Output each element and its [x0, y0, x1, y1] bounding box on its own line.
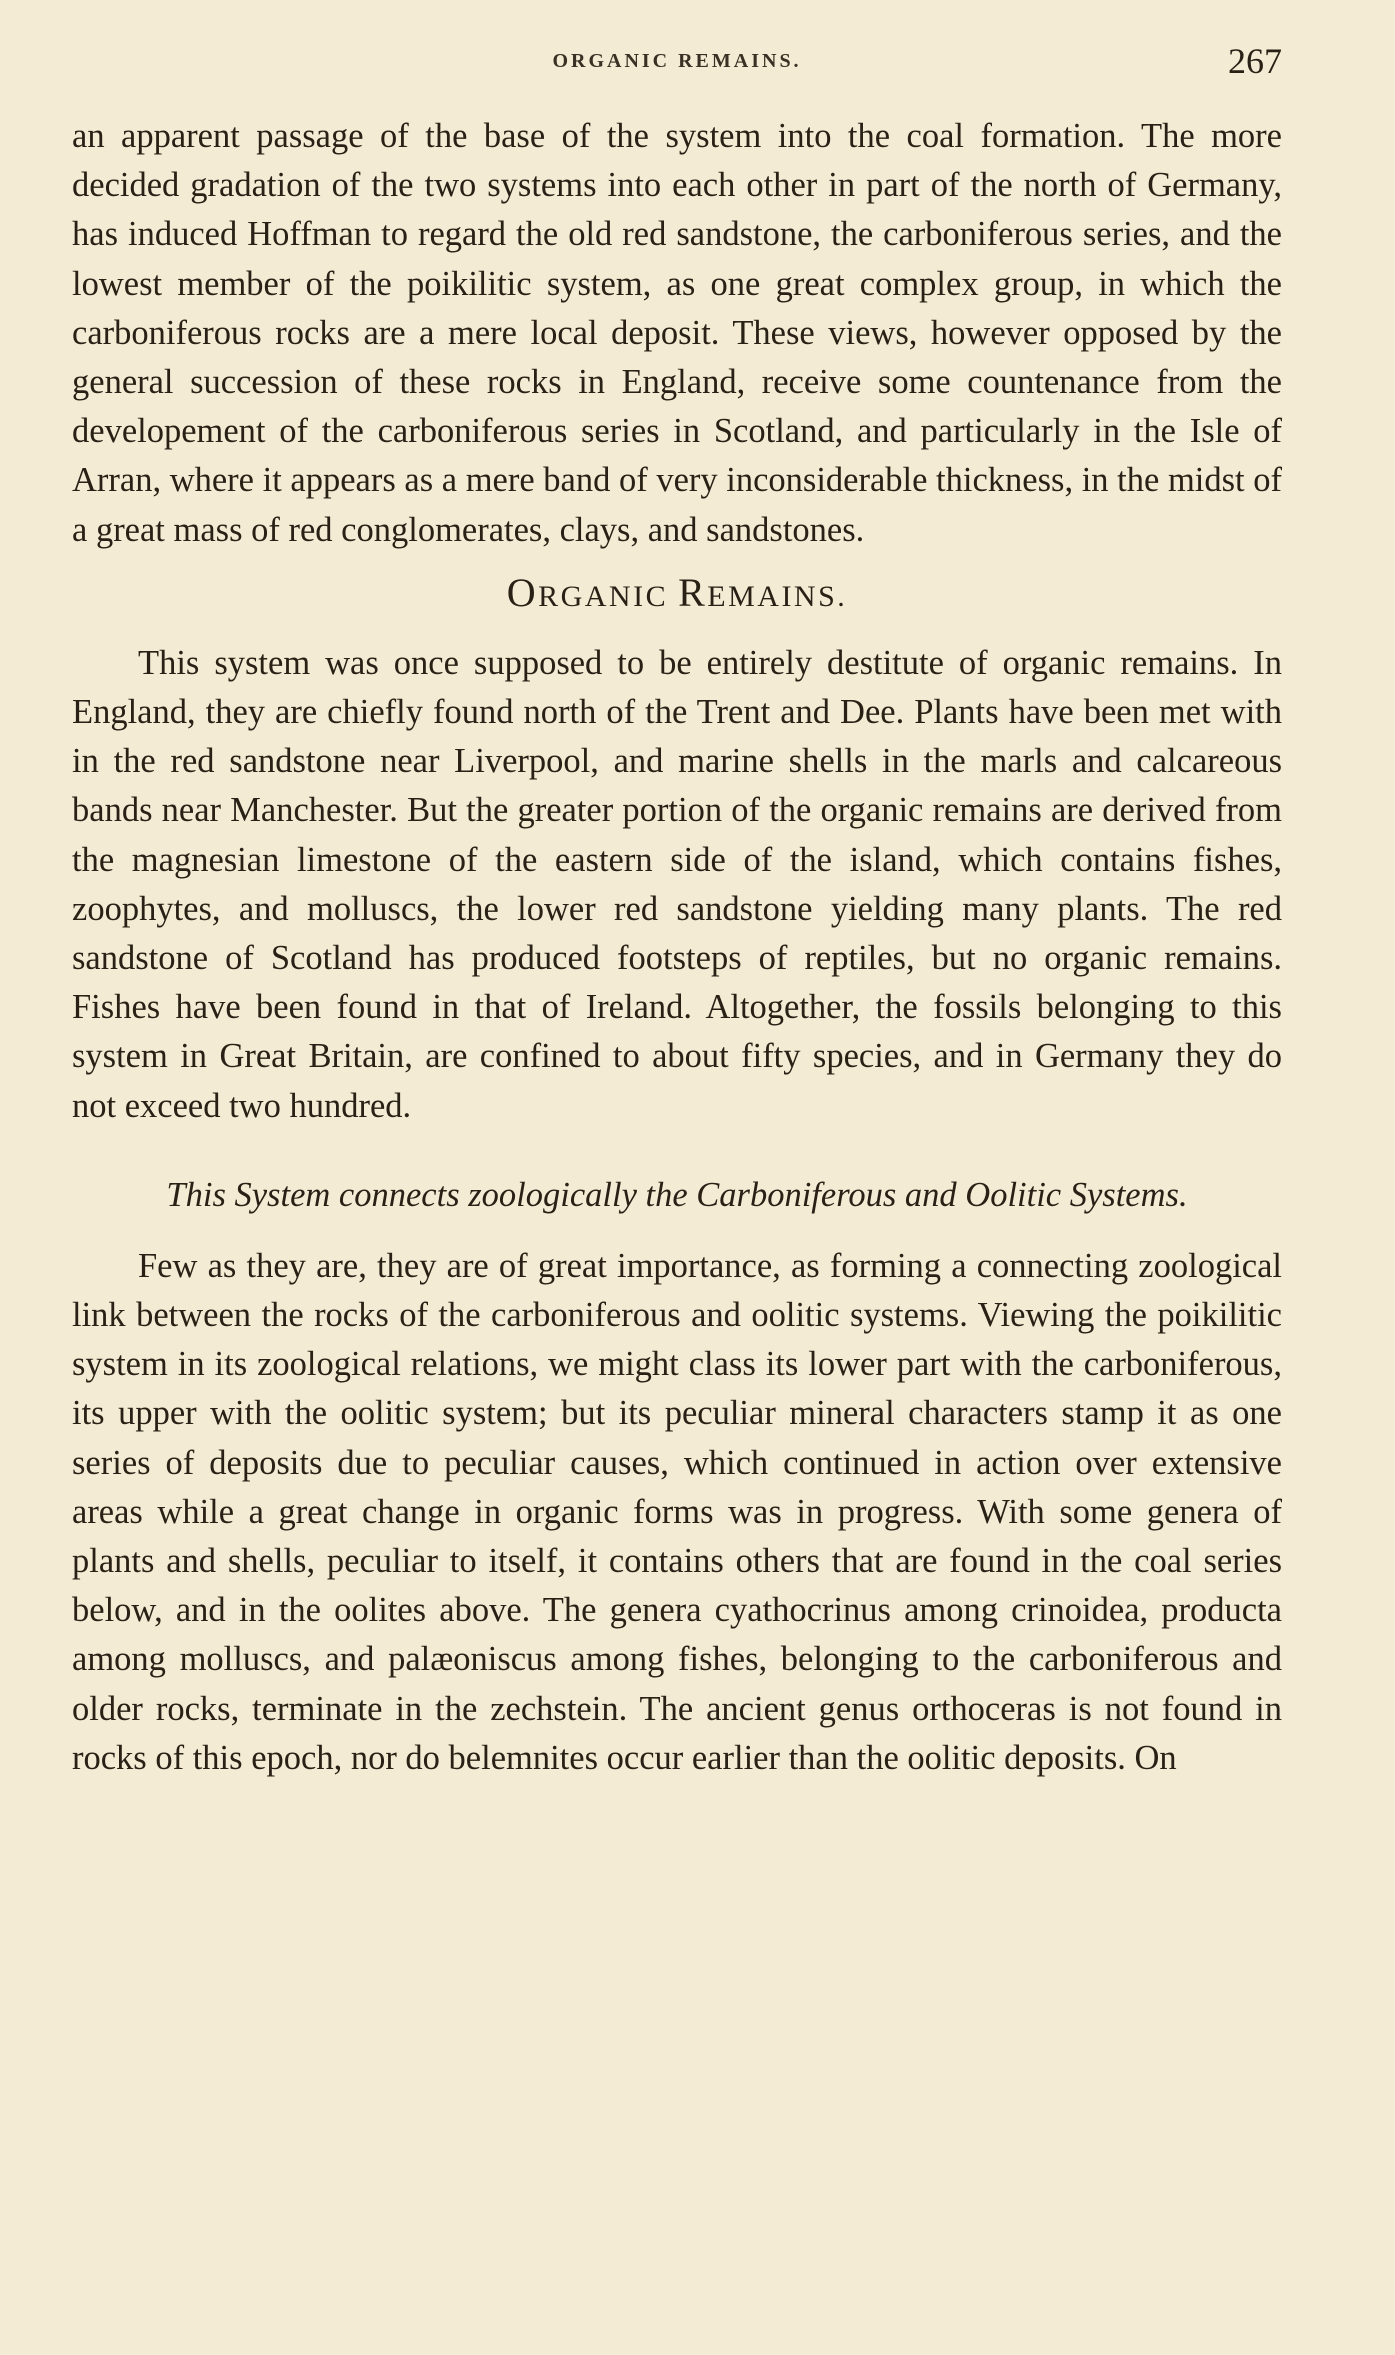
- heading-rest-2: EMAINS.: [707, 579, 848, 613]
- paragraph-continuation: an apparent passage of the base of the system into the coal formation. The more decided gradation of the two systems into each other in part of the north of Germany, has induced Hoffman to regard the old red sandstone, the carboniferous series, and the lowest member of the poikilitic system, as one great complex group, in which the carboniferous rocks are a mere local deposit. These views, however opposed by the general succession of these rocks in England, receive some countenance from the developement of the carboniferous series in Scotland, and particularly in the Isle of Arran, where it appears as a mere band of very inconsiderable thickness, in the midst of a great mass of red conglomerates, clays, and sandstones.: [72, 117, 1282, 549]
- paragraph-zoological-link: Few as they are, they are of great importance, as forming a connecting zoological link between the rocks of the carboniferous and oolitic systems. Viewing the poikilitic system in its zoological relations, we might class its lower part with the carboniferous, its upper with the oolitic system; but its peculiar mineral characters stamp it as one series of deposits due to peculiar causes, which continued in action over extensive areas while a great change in organic forms was in progress. With some genera of plants and shells, peculiar to itself, it contains others that are found in the coal series below, and in the oolites above. The genera cyathocrinus among crinoidea, producta among molluscs, and palæoniscus among fishes, belonging to the carboniferous and older rocks, terminate in the zechstein. The ancient genus orthoceras is not found in rocks of this epoch, nor do belemnites occur earlier than the oolitic deposits. On: [72, 1246, 1282, 1777]
- page-number: 267: [1228, 41, 1282, 81]
- page-body: [72, 112, 1282, 1783]
- heading-cap-2: R: [678, 569, 708, 615]
- heading-rest-1: RGANIC: [538, 579, 669, 613]
- paragraph-organic-remains: This system was once supposed to be entirely destitute of organic remains. In England, they are chiefly found north of the Trent and Dee. Plants have been met with in the red sandstone near Liverpool, and marine shells in the marls and calcareous bands near Manchester. But the greater portion of the organic remains are derived from the magnesian limestone of the eastern side of the island, which contains fishes, zoophytes, and molluscs, the lower red sandstone yielding many plants. The red sandstone of Scotland has produced footsteps of reptiles, but no organic remains. Fishes have been found in that of Ireland. Altogether, the fossils belonging to this system in Great Britain, are confined to about fifty species, and in Germany they do not exceed two hundred.: [72, 643, 1282, 1125]
- italic-subheading: This System connects zoologically the Carboniferous and Oolitic Systems.: [166, 1175, 1188, 1214]
- section-heading-organic-remains: [72, 571, 1282, 619]
- running-head: [72, 40, 1282, 80]
- running-title: ORGANIC REMAINS.: [552, 50, 802, 72]
- heading-cap-1: O: [506, 569, 539, 615]
- book-page: [72, 0, 1282, 2355]
